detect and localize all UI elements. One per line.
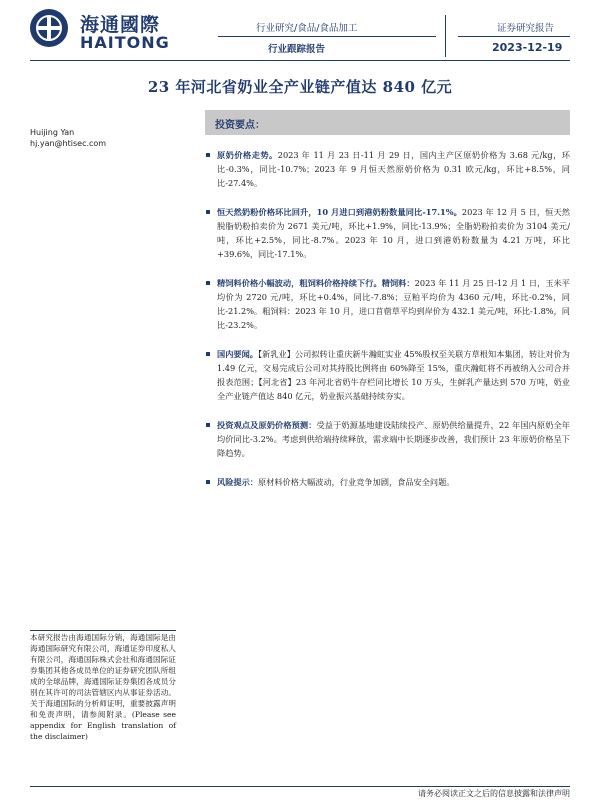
disclaimer-rule [30,630,176,631]
logo-chinese-name: 海通國際 [80,14,161,36]
list-item [206,418,570,460]
header-divider-right [458,36,570,37]
list-item [206,205,570,261]
haitong-logo-icon [30,9,68,47]
bullet-lead: 投资观点及原奶价格预测： [217,420,317,430]
bullet-icon [206,153,210,157]
bullet-text: 2023 年 11 月 25 日-12 月 1 日，玉米平均价为 2720 元/吨，环比+0.4%，同比-7.8%；豆粕平均价为 4360 元/吨，环比-0.2%，同比-21.2%。粗饲料：2023 年 10 月，进口苜蓿草平均到岸价为 432.1 美元/吨，环比-1.8%，同比-23.2%。 [217,278,570,330]
page-title: 23 年河北省奶业全产业链产值达 840 亿元 [147,78,453,96]
bullet-text: 2023 年 12 月 5 日，恒天然脱脂奶粉拍卖价为 2671 美元/吨，环比+1.9%，同比-13.9%；全脂奶粉拍卖价为 3104 美元/吨，环比+2.5%，同比-8.7%。2023 年 10 月，进口到港奶粉数量为 4.21 万吨，环比+39.6%，同比-17.1%。 [217,207,570,259]
section-title: 投资要点： [215,120,265,131]
bullet-text: 【新乳业】公司拟转让重庆新牛瀚虹实业 45%股权至关联方草根知本集团，转让对价为 1.49 亿元，交易完成后公司对其持股比例将由 60%降至 15%，重庆瀚虹将不再被纳入公司合并报表范围；【河北省】23 年河北省奶牛存栏同比增长 10 万头，生鲜乳产量达到 570 万吨，奶业全产业链产值达 840 亿元，奶业振兴基础持续夯实。 [217,349,570,401]
footer-rule [30,786,570,787]
author-name: Huijing Yan [30,128,75,137]
author-block [30,127,106,149]
logo-english-name: HAITONG [80,33,170,52]
report-date: 2023-12-19 [492,41,563,54]
bullet-lead: 国内要闻。 [217,349,259,359]
list-item [206,475,570,489]
bullet-icon [206,281,210,285]
bullet-lead: 恒天然奶粉价格环比回升，10 月进口到港奶粉数量同比-17.1%。 [217,207,462,217]
key-points-list [206,148,570,504]
author-email[interactable]: hj.yan@htisec.com [30,139,107,148]
bullet-icon [206,480,210,484]
bullet-lead: 精饲料价格小幅波动，粗饲料价格持续下行。精饲料： [217,278,415,288]
report-label: 证券研究报告 [497,23,555,34]
bullet-icon [206,352,210,356]
bullet-lead: 原奶价格走势。 [217,150,278,160]
bullet-text: 2023 年 11 月 23 日-11 月 29 日，国内主产区原奶价格为 3.68 元/kg，环比-0.3%，同比-10.7%；2023 年 9 月恒天然原奶价格为 0.31 欧元/kg，环比+8.5%，同比-27.4%。 [217,150,570,188]
header-divider [218,36,436,37]
haitong-logo [30,9,205,52]
bullet-text: 原材料价格大幅波动，行业竞争加剧，食品安全问题。 [257,477,455,487]
report-category: 行业研究/食品/食品加工 [256,23,358,34]
footer-note: 请务必阅读正文之后的信息披露和法律声明 [418,789,570,798]
bullet-text: 受益于奶源基地建设陆续投产、原奶供给量提升，22 年国内原奶全年均价同比-3.2%。考虑到供给端持续释放，需求端中长期逐步改善，我们预计 23 年原奶价格呈下降趋势。 [217,420,570,458]
list-item [206,276,570,332]
bullet-icon [206,423,210,427]
bullet-lead: 风险提示： [217,477,258,487]
disclaimer-text: 本研究报告由海通国际分销，海通国际是由海通国际研究有限公司，海通证券印度私人有限公司，海通国际株式会社和海通国际证券集团其他各成员单位的证券研究团队所组成的全球品牌，海通国际证券集团各成员分别在其许可的司法管辖区内从事证券活动。关于海通国际的分析师证明，重要披露声明和免责声明，请参阅附录。(Please see appendix for English translation of the disclaimer) [30,633,176,741]
list-item [206,148,570,190]
bullet-icon [206,210,210,214]
header-vertical-divider [445,15,446,57]
list-item [206,347,570,403]
header-bottom-rule [30,60,570,61]
report-type: 行业跟踪报告 [268,44,326,55]
